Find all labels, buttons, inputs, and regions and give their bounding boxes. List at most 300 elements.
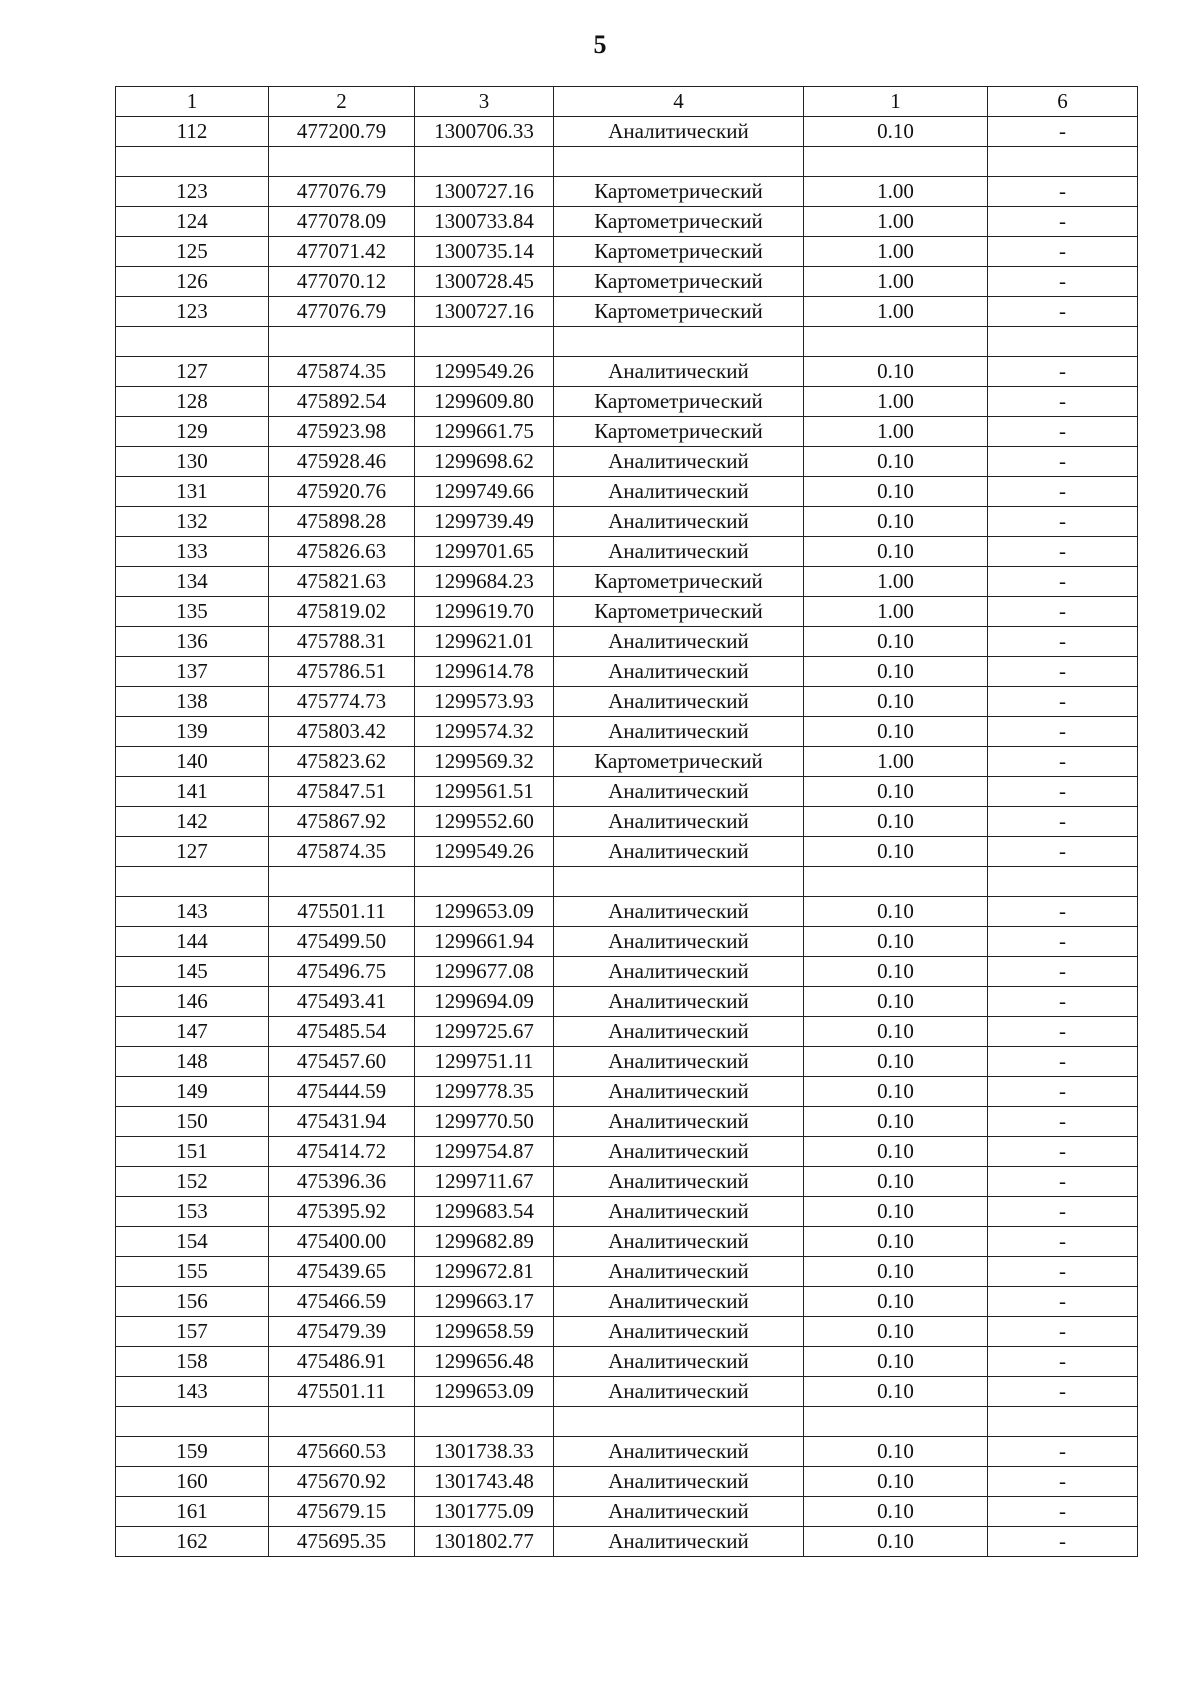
point-number-cell: 151 — [116, 1137, 269, 1167]
x-coordinate-cell: 475496.75 — [269, 957, 415, 987]
point-number-cell: 153 — [116, 1197, 269, 1227]
point-number-cell: 146 — [116, 987, 269, 1017]
x-coordinate-cell: 475819.02 — [269, 597, 415, 627]
table-row — [116, 267, 1138, 297]
y-coordinate-cell: 1300727.16 — [415, 177, 554, 207]
description-cell: - — [988, 507, 1138, 537]
method-cell: Аналитический — [554, 1347, 804, 1377]
method-cell: Аналитический — [554, 687, 804, 717]
table-row — [116, 897, 1138, 927]
point-number-cell: 134 — [116, 567, 269, 597]
table-row — [116, 1257, 1138, 1287]
point-number-cell: 112 — [116, 117, 269, 147]
table-row — [116, 987, 1138, 1017]
y-coordinate-cell: 1299661.75 — [415, 417, 554, 447]
description-cell: - — [988, 297, 1138, 327]
point-number-cell: 126 — [116, 267, 269, 297]
x-coordinate-cell: 475920.76 — [269, 477, 415, 507]
y-coordinate-cell: 1299672.81 — [415, 1257, 554, 1287]
y-coordinate-cell: 1299778.35 — [415, 1077, 554, 1107]
y-coordinate-cell: 1300728.45 — [415, 267, 554, 297]
y-coordinate-cell: 1299754.87 — [415, 1137, 554, 1167]
point-number-cell: 161 — [116, 1497, 269, 1527]
description-cell: - — [988, 1377, 1138, 1407]
accuracy-cell: 0.10 — [804, 687, 988, 717]
accuracy-cell: 0.10 — [804, 837, 988, 867]
table-row — [116, 927, 1138, 957]
description-cell: - — [988, 927, 1138, 957]
x-coordinate-cell: 475774.73 — [269, 687, 415, 717]
method-cell: Картометрический — [554, 207, 804, 237]
x-coordinate-cell — [269, 147, 415, 177]
point-number-cell: 133 — [116, 537, 269, 567]
accuracy-cell: 0.10 — [804, 807, 988, 837]
x-coordinate-cell — [269, 867, 415, 897]
point-number-cell: 147 — [116, 1017, 269, 1047]
table-row — [116, 837, 1138, 867]
accuracy-cell: 0.10 — [804, 717, 988, 747]
x-coordinate-cell: 475486.91 — [269, 1347, 415, 1377]
point-number-cell: 138 — [116, 687, 269, 717]
accuracy-cell: 0.10 — [804, 1137, 988, 1167]
method-cell: Аналитический — [554, 447, 804, 477]
method-cell: Аналитический — [554, 957, 804, 987]
table-row — [116, 1497, 1138, 1527]
description-cell: - — [988, 627, 1138, 657]
point-number-cell: 145 — [116, 957, 269, 987]
description-cell: - — [988, 837, 1138, 867]
point-number-cell: 143 — [116, 1377, 269, 1407]
table-body — [116, 87, 1138, 1557]
point-number-cell: 154 — [116, 1227, 269, 1257]
table-row — [116, 537, 1138, 567]
accuracy-cell — [804, 1407, 988, 1437]
table-header-row — [116, 87, 1138, 117]
table-row — [116, 1377, 1138, 1407]
table-row — [116, 117, 1138, 147]
x-coordinate-cell: 477076.79 — [269, 177, 415, 207]
accuracy-cell — [804, 867, 988, 897]
description-cell: - — [988, 1317, 1138, 1347]
accuracy-cell: 0.10 — [804, 1527, 988, 1557]
point-number-cell: 132 — [116, 507, 269, 537]
header-cell: 1 — [116, 87, 269, 117]
method-cell: Аналитический — [554, 1107, 804, 1137]
method-cell: Картометрический — [554, 267, 804, 297]
method-cell — [554, 147, 804, 177]
y-coordinate-cell: 1301802.77 — [415, 1527, 554, 1557]
method-cell: Аналитический — [554, 657, 804, 687]
y-coordinate-cell: 1299653.09 — [415, 1377, 554, 1407]
description-cell: - — [988, 177, 1138, 207]
method-cell: Картометрический — [554, 177, 804, 207]
point-number-cell: 140 — [116, 747, 269, 777]
x-coordinate-cell: 475501.11 — [269, 897, 415, 927]
description-cell: - — [988, 897, 1138, 927]
accuracy-cell — [804, 327, 988, 357]
y-coordinate-cell: 1299621.01 — [415, 627, 554, 657]
table-row — [116, 1437, 1138, 1467]
description-cell: - — [988, 957, 1138, 987]
accuracy-cell: 1.00 — [804, 567, 988, 597]
table-row — [116, 657, 1138, 687]
method-cell: Аналитический — [554, 1317, 804, 1347]
table-row — [116, 1137, 1138, 1167]
table-row — [116, 1287, 1138, 1317]
accuracy-cell: 0.10 — [804, 1047, 988, 1077]
method-cell: Аналитический — [554, 1257, 804, 1287]
x-coordinate-cell: 475431.94 — [269, 1107, 415, 1137]
method-cell: Аналитический — [554, 1287, 804, 1317]
table-row — [116, 1017, 1138, 1047]
separator-row — [116, 147, 1138, 177]
table-row — [116, 297, 1138, 327]
x-coordinate-cell: 475499.50 — [269, 927, 415, 957]
x-coordinate-cell: 477071.42 — [269, 237, 415, 267]
point-number-cell: 128 — [116, 387, 269, 417]
table-row — [116, 717, 1138, 747]
y-coordinate-cell: 1299609.80 — [415, 387, 554, 417]
y-coordinate-cell: 1299751.11 — [415, 1047, 554, 1077]
description-cell — [988, 147, 1138, 177]
method-cell: Аналитический — [554, 1377, 804, 1407]
method-cell: Аналитический — [554, 777, 804, 807]
point-number-cell: 125 — [116, 237, 269, 267]
table-row — [116, 747, 1138, 777]
point-number-cell: 123 — [116, 297, 269, 327]
y-coordinate-cell: 1300735.14 — [415, 237, 554, 267]
accuracy-cell: 0.10 — [804, 1107, 988, 1137]
accuracy-cell — [804, 147, 988, 177]
x-coordinate-cell: 475821.63 — [269, 567, 415, 597]
method-cell: Аналитический — [554, 507, 804, 537]
accuracy-cell: 0.10 — [804, 1467, 988, 1497]
table-row — [116, 1077, 1138, 1107]
method-cell: Аналитический — [554, 627, 804, 657]
description-cell: - — [988, 1017, 1138, 1047]
point-number-cell: 129 — [116, 417, 269, 447]
table-row — [116, 1047, 1138, 1077]
y-coordinate-cell: 1299549.26 — [415, 357, 554, 387]
x-coordinate-cell: 475466.59 — [269, 1287, 415, 1317]
method-cell: Картометрический — [554, 417, 804, 447]
point-number-cell: 123 — [116, 177, 269, 207]
table-row — [116, 1107, 1138, 1137]
description-cell: - — [988, 717, 1138, 747]
x-coordinate-cell: 475826.63 — [269, 537, 415, 567]
table-row — [116, 447, 1138, 477]
method-cell: Картометрический — [554, 597, 804, 627]
table-row — [116, 957, 1138, 987]
method-cell: Аналитический — [554, 1467, 804, 1497]
description-cell — [988, 1407, 1138, 1437]
description-cell: - — [988, 747, 1138, 777]
point-number-cell: 152 — [116, 1167, 269, 1197]
x-coordinate-cell: 477070.12 — [269, 267, 415, 297]
x-coordinate-cell: 475479.39 — [269, 1317, 415, 1347]
accuracy-cell: 1.00 — [804, 267, 988, 297]
point-number-cell: 144 — [116, 927, 269, 957]
y-coordinate-cell: 1299614.78 — [415, 657, 554, 687]
point-number-cell: 162 — [116, 1527, 269, 1557]
description-cell: - — [988, 417, 1138, 447]
point-number-cell — [116, 147, 269, 177]
y-coordinate-cell — [415, 147, 554, 177]
description-cell: - — [988, 1527, 1138, 1557]
table-row — [116, 807, 1138, 837]
description-cell: - — [988, 267, 1138, 297]
method-cell: Аналитический — [554, 1527, 804, 1557]
method-cell: Аналитический — [554, 897, 804, 927]
header-cell: 1 — [804, 87, 988, 117]
point-number-cell: 157 — [116, 1317, 269, 1347]
x-coordinate-cell: 475439.65 — [269, 1257, 415, 1287]
description-cell: - — [988, 537, 1138, 567]
method-cell: Картометрический — [554, 297, 804, 327]
x-coordinate-cell: 475414.72 — [269, 1137, 415, 1167]
x-coordinate-cell: 475670.92 — [269, 1467, 415, 1497]
description-cell — [988, 327, 1138, 357]
description-cell: - — [988, 387, 1138, 417]
method-cell: Аналитический — [554, 1197, 804, 1227]
x-coordinate-cell: 475803.42 — [269, 717, 415, 747]
separator-row — [116, 327, 1138, 357]
description-cell: - — [988, 597, 1138, 627]
y-coordinate-cell — [415, 327, 554, 357]
page-number: 5 — [593, 30, 607, 59]
x-coordinate-cell: 475444.59 — [269, 1077, 415, 1107]
point-number-cell: 150 — [116, 1107, 269, 1137]
x-coordinate-cell: 475660.53 — [269, 1437, 415, 1467]
method-cell: Аналитический — [554, 477, 804, 507]
method-cell: Аналитический — [554, 1047, 804, 1077]
x-coordinate-cell: 475395.92 — [269, 1197, 415, 1227]
accuracy-cell: 0.10 — [804, 1287, 988, 1317]
point-number-cell: 149 — [116, 1077, 269, 1107]
point-number-cell: 142 — [116, 807, 269, 837]
description-cell: - — [988, 1497, 1138, 1527]
description-cell: - — [988, 567, 1138, 597]
x-coordinate-cell: 475788.31 — [269, 627, 415, 657]
header-cell: 4 — [554, 87, 804, 117]
method-cell: Картометрический — [554, 237, 804, 267]
y-coordinate-cell: 1299574.32 — [415, 717, 554, 747]
method-cell: Аналитический — [554, 1137, 804, 1167]
y-coordinate-cell: 1299661.94 — [415, 927, 554, 957]
y-coordinate-cell: 1299749.66 — [415, 477, 554, 507]
description-cell: - — [988, 1137, 1138, 1167]
accuracy-cell: 1.00 — [804, 597, 988, 627]
y-coordinate-cell: 1301775.09 — [415, 1497, 554, 1527]
x-coordinate-cell: 475928.46 — [269, 447, 415, 477]
point-number-cell: 159 — [116, 1437, 269, 1467]
table-row — [116, 1467, 1138, 1497]
x-coordinate-cell — [269, 327, 415, 357]
point-number-cell: 127 — [116, 837, 269, 867]
method-cell: Аналитический — [554, 717, 804, 747]
point-number-cell: 155 — [116, 1257, 269, 1287]
description-cell: - — [988, 117, 1138, 147]
y-coordinate-cell: 1299663.17 — [415, 1287, 554, 1317]
method-cell — [554, 1407, 804, 1437]
point-number-cell: 156 — [116, 1287, 269, 1317]
accuracy-cell: 0.10 — [804, 447, 988, 477]
accuracy-cell: 0.10 — [804, 1377, 988, 1407]
x-coordinate-cell: 475679.15 — [269, 1497, 415, 1527]
point-number-cell — [116, 327, 269, 357]
method-cell: Картометрический — [554, 387, 804, 417]
point-number-cell: 127 — [116, 357, 269, 387]
accuracy-cell: 0.10 — [804, 897, 988, 927]
table-row — [116, 1347, 1138, 1377]
description-cell: - — [988, 1167, 1138, 1197]
description-cell: - — [988, 477, 1138, 507]
accuracy-cell: 0.10 — [804, 1497, 988, 1527]
y-coordinate-cell: 1299683.54 — [415, 1197, 554, 1227]
method-cell: Аналитический — [554, 1497, 804, 1527]
y-coordinate-cell: 1299698.62 — [415, 447, 554, 477]
description-cell: - — [988, 447, 1138, 477]
method-cell: Аналитический — [554, 357, 804, 387]
y-coordinate-cell: 1299552.60 — [415, 807, 554, 837]
x-coordinate-cell: 475400.00 — [269, 1227, 415, 1257]
accuracy-cell: 0.10 — [804, 927, 988, 957]
x-coordinate-cell: 475485.54 — [269, 1017, 415, 1047]
accuracy-cell: 0.10 — [804, 1017, 988, 1047]
y-coordinate-cell: 1299684.23 — [415, 567, 554, 597]
description-cell: - — [988, 237, 1138, 267]
point-number-cell: 139 — [116, 717, 269, 747]
accuracy-cell: 1.00 — [804, 297, 988, 327]
description-cell: - — [988, 1197, 1138, 1227]
accuracy-cell: 0.10 — [804, 117, 988, 147]
y-coordinate-cell — [415, 867, 554, 897]
y-coordinate-cell: 1299619.70 — [415, 597, 554, 627]
x-coordinate-cell: 475786.51 — [269, 657, 415, 687]
description-cell: - — [988, 1437, 1138, 1467]
accuracy-cell: 0.10 — [804, 1257, 988, 1287]
accuracy-cell: 0.10 — [804, 1197, 988, 1227]
description-cell: - — [988, 807, 1138, 837]
table-row — [116, 357, 1138, 387]
point-number-cell — [116, 1407, 269, 1437]
accuracy-cell: 0.10 — [804, 657, 988, 687]
x-coordinate-cell: 475493.41 — [269, 987, 415, 1017]
y-coordinate-cell: 1299658.59 — [415, 1317, 554, 1347]
table-row — [116, 507, 1138, 537]
description-cell: - — [988, 1467, 1138, 1497]
point-number-cell: 143 — [116, 897, 269, 927]
y-coordinate-cell: 1299725.67 — [415, 1017, 554, 1047]
table-row — [116, 597, 1138, 627]
table-row — [116, 777, 1138, 807]
method-cell — [554, 867, 804, 897]
point-number-cell: 148 — [116, 1047, 269, 1077]
description-cell: - — [988, 1347, 1138, 1377]
point-number-cell: 131 — [116, 477, 269, 507]
table-row — [116, 177, 1138, 207]
y-coordinate-cell: 1299656.48 — [415, 1347, 554, 1377]
x-coordinate-cell: 475874.35 — [269, 837, 415, 867]
x-coordinate-cell: 475396.36 — [269, 1167, 415, 1197]
method-cell: Аналитический — [554, 1227, 804, 1257]
description-cell: - — [988, 987, 1138, 1017]
y-coordinate-cell: 1299561.51 — [415, 777, 554, 807]
description-cell: - — [988, 1287, 1138, 1317]
method-cell: Аналитический — [554, 807, 804, 837]
table-row — [116, 687, 1138, 717]
accuracy-cell: 0.10 — [804, 537, 988, 567]
accuracy-cell: 1.00 — [804, 417, 988, 447]
point-number-cell: 130 — [116, 447, 269, 477]
method-cell: Аналитический — [554, 1077, 804, 1107]
accuracy-cell: 1.00 — [804, 747, 988, 777]
y-coordinate-cell: 1299573.93 — [415, 687, 554, 717]
y-coordinate-cell: 1299739.49 — [415, 507, 554, 537]
method-cell — [554, 327, 804, 357]
y-coordinate-cell: 1299653.09 — [415, 897, 554, 927]
accuracy-cell: 1.00 — [804, 387, 988, 417]
method-cell: Аналитический — [554, 1167, 804, 1197]
method-cell: Картометрический — [554, 747, 804, 777]
accuracy-cell: 0.10 — [804, 1077, 988, 1107]
separator-row — [116, 867, 1138, 897]
accuracy-cell: 0.10 — [804, 1167, 988, 1197]
description-cell: - — [988, 777, 1138, 807]
description-cell: - — [988, 357, 1138, 387]
point-number-cell — [116, 867, 269, 897]
method-cell: Аналитический — [554, 837, 804, 867]
y-coordinate-cell: 1301738.33 — [415, 1437, 554, 1467]
separator-row — [116, 1407, 1138, 1437]
description-cell: - — [988, 1047, 1138, 1077]
table-row — [116, 1317, 1138, 1347]
y-coordinate-cell: 1299711.67 — [415, 1167, 554, 1197]
accuracy-cell: 0.10 — [804, 777, 988, 807]
table-row — [116, 207, 1138, 237]
table-row — [116, 387, 1138, 417]
method-cell: Картометрический — [554, 567, 804, 597]
point-number-cell: 124 — [116, 207, 269, 237]
accuracy-cell: 0.10 — [804, 1317, 988, 1347]
accuracy-cell: 0.10 — [804, 477, 988, 507]
table-row — [116, 417, 1138, 447]
coordinates-table — [115, 86, 1138, 1557]
y-coordinate-cell: 1299770.50 — [415, 1107, 554, 1137]
accuracy-cell: 0.10 — [804, 1347, 988, 1377]
table-row — [116, 237, 1138, 267]
x-coordinate-cell: 475823.62 — [269, 747, 415, 777]
y-coordinate-cell: 1299677.08 — [415, 957, 554, 987]
table-row — [116, 1167, 1138, 1197]
header-cell: 3 — [415, 87, 554, 117]
description-cell: - — [988, 1227, 1138, 1257]
x-coordinate-cell: 477076.79 — [269, 297, 415, 327]
x-coordinate-cell: 475847.51 — [269, 777, 415, 807]
accuracy-cell: 1.00 — [804, 177, 988, 207]
y-coordinate-cell: 1301743.48 — [415, 1467, 554, 1497]
description-cell: - — [988, 207, 1138, 237]
point-number-cell: 160 — [116, 1467, 269, 1497]
description-cell: - — [988, 1257, 1138, 1287]
y-coordinate-cell: 1300733.84 — [415, 207, 554, 237]
accuracy-cell: 1.00 — [804, 237, 988, 267]
x-coordinate-cell: 477200.79 — [269, 117, 415, 147]
x-coordinate-cell: 475874.35 — [269, 357, 415, 387]
point-number-cell: 141 — [116, 777, 269, 807]
x-coordinate-cell: 475501.11 — [269, 1377, 415, 1407]
point-number-cell: 158 — [116, 1347, 269, 1377]
